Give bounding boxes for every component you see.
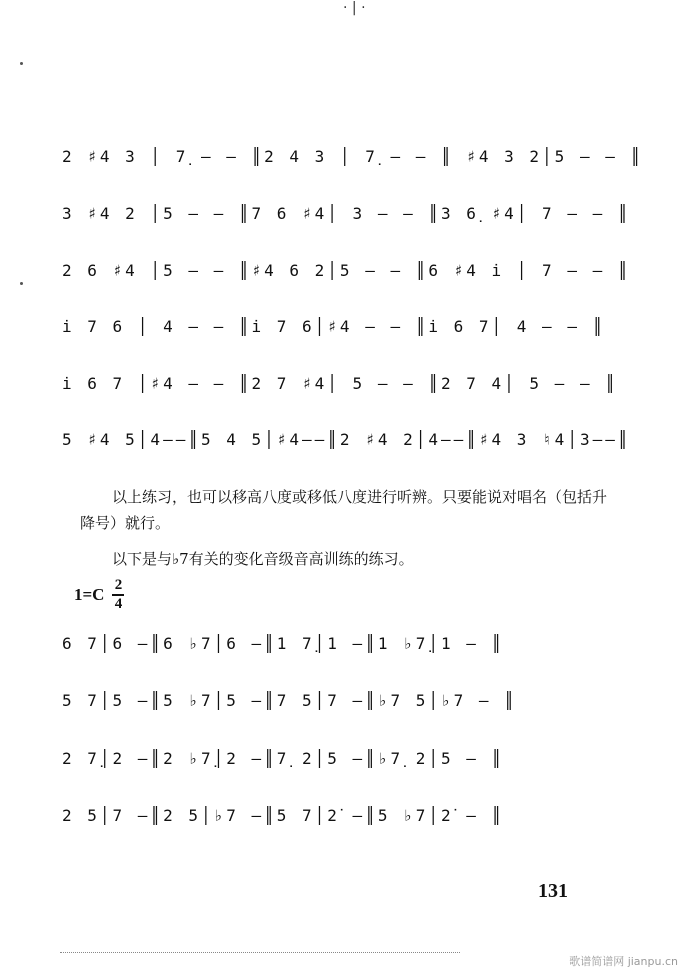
bottom-rule <box>60 952 460 953</box>
exercise-row <box>62 143 644 171</box>
paragraph-text: 以下是与♭7有关的变化音级音高训练的练习。 <box>112 550 414 568</box>
notation-line: 5 7│5 —║5 ♭7│5 —║7 5│7 —║♭7 5│♭7 — ║ <box>62 691 517 710</box>
exercise-row <box>62 630 622 658</box>
header-mark: · | · <box>343 0 366 16</box>
time-bottom: 4 <box>114 596 123 612</box>
margin-dot <box>20 282 23 285</box>
page-number: 131 <box>538 880 568 902</box>
instruction-paragraph <box>80 546 620 572</box>
exercise-row <box>62 426 631 454</box>
notation-line: 2 7̣│2 —║2 ♭7̣│2 —║7̣ 2│5 —║♭7̣ 2│5 — ║ <box>62 749 505 768</box>
exercise-row <box>62 802 622 830</box>
notation-line: 2 5│7 —║2 5│♭7 —║5 7│2̇ —║5 ♭7│2̇ — ║ <box>62 806 505 825</box>
time-top: 2 <box>114 577 123 593</box>
time-signature <box>112 578 124 612</box>
notation-line: 3 ♯4 2 │5 — — ║7 6 ♯4│ 3 — — ║3 6̣ ♯4│ 7 — — ║ <box>62 204 631 223</box>
margin-dot <box>20 62 23 65</box>
paragraph-text: 以上练习，也可以移高八度或移低八度进行听辨。只要能说对唱名（包括升降号）就行。 <box>80 488 608 532</box>
watermark-text: 歌谱简谱网 jianpu.cn <box>569 955 678 968</box>
notation-line: i̇ 7 6 │ 4 — — ║i̇ 7 6│♯4 — — ║i̇ 6 7│ 4 — — ║ <box>62 317 606 336</box>
exercise-row <box>62 745 622 773</box>
exercise-row <box>62 257 631 285</box>
exercise-row <box>62 687 622 715</box>
exercise-row <box>62 200 631 228</box>
notation-line: 5 ♯4 5│4——║5 4 5│♯4——║2 ♯4 2│4——║♯4 3 ♮4│3——║ <box>62 430 631 449</box>
exercise-row <box>62 370 622 398</box>
notation-line: 2 ♯4 3 │ 7̣ — — ║2 4 3 │ 7̣ — — ║ ♯4 3 2│5 — — ║ <box>62 147 644 166</box>
notation-line: 2 6 ♯4 │5 — — ║♯4 6 2│5 — — ║6 ♯4 i̇ │ 7 — — ║ <box>62 261 631 280</box>
instruction-paragraph <box>80 484 620 536</box>
exercise-row <box>62 313 622 341</box>
notation-line: 6 7│6 —║6 ♭7│6 —║1 7̣│1 —║1 ♭7̣│1 — ║ <box>62 634 505 653</box>
key-signature <box>74 578 124 612</box>
key-label: 1=C <box>74 585 105 604</box>
notation-line: i̇ 6 7 │♯4 — — ║2 7 ♯4│ 5 — — ║2 7 4│ 5 — — ║ <box>62 374 618 393</box>
